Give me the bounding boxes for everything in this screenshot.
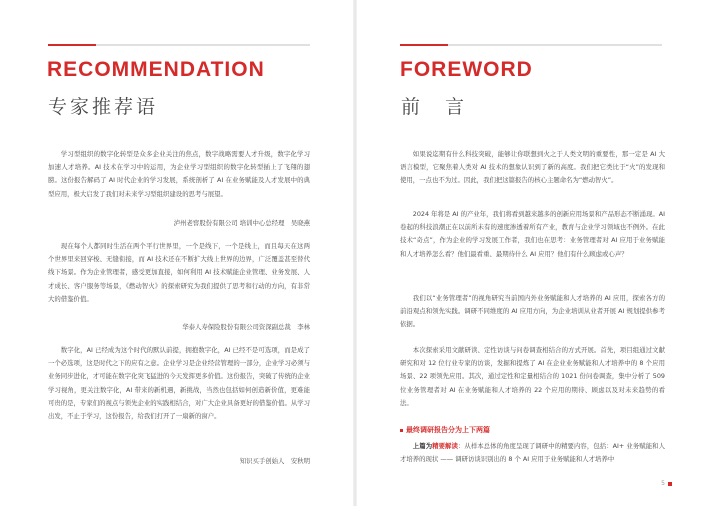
foreword-paragraph-5 <box>400 440 665 466</box>
right-page <box>355 0 710 506</box>
part-one-highlight: 精要解读 <box>432 442 458 450</box>
recommendation-signature-3: 知识买手创始人 安秋明 <box>239 457 310 465</box>
part-one-lead: 上篇为 <box>412 442 433 450</box>
section-heading-text: 最终调研报告分为上下两篇 <box>406 426 490 434</box>
page-number-dot <box>668 482 672 486</box>
recommendation-paragraph-2: 现在每个人都同时生活在两个平行世界里，一个是线下，一个是线上，而且每天在这两个世界里来回穿梭、无缝衔接，而 AI 技术还在不断扩大线上世界的边界，广泛覆盖甚至替代线下场景。作为企业管理者，感受更加直接，如何利用 AI 技术赋能企业管理、业务发展、人才成长、客户服务等场景，《燃动智火》的探索研究为我们提供了思考和行动的方向，有非常大的借鉴价值。 <box>48 242 310 303</box>
left-header-accent <box>48 44 96 46</box>
recommendation-signature-2: 华泰人寿保险股份有限公司资深副总裁 李林 <box>182 323 310 331</box>
section-heading <box>400 425 490 435</box>
foreword-paragraph-3: 我们以“业务管理者”的视角研究当前国内外业务赋能和人才培养的 AI 应用，探索各方的前沿观点和领先实践。调研不同维度的 AI 应用方向，为企业培训从业者开展 AI 规划提供参考依据。 <box>400 294 665 329</box>
foreword-paragraph-1: 如果说迄期有什么科技突破，能够让你联想到火之于人类文明的重要性，那一定是 AI 大语言模型，它聚焦着人类对 AI 技术的想象认识到了新的高度。我们把它类比于“火”的发现和使用，一点也不为过。因此，我们把这篇报告的核心主题命名为“燃动智火”。 <box>400 150 665 185</box>
foreword-title: FOREWORD <box>400 58 533 81</box>
recommendation-signature-1: 泸州老窖股份有限公司 培训中心总经理 吴晓燕 <box>173 219 310 227</box>
right-header-accent <box>400 44 448 46</box>
part-one-text: ：从样本总体的角度呈现了调研中的精要内容，包括：AI+ 业务赋能和人才培养的现状 —— 调研访谈识别出的 8 个 AI 应用于业务赋能和人才培养中 <box>400 442 665 464</box>
page-number <box>661 480 672 487</box>
page-number-text: 5 <box>661 480 665 487</box>
section-heading-marker <box>400 429 403 432</box>
right-header-rule <box>400 44 662 46</box>
recommendation-paragraph-3: 数字化，AI 已经成为这个时代的默认前提，拥抱数字化，AI 已经不是可选项，而是成了一个必选项，这是时代之下的应有之意。企业学习是企业经营管理的一部分，企业学习必须与业务同步进化，才可能在数字化突飞猛进的今天发挥更多价值。这份报告，突破了传统的企业学习视角，更关注数字化，AI 带来的新机遇，新挑战，当然也包括如何创造新价值，更难能可贵的是，专家们的视点与领先企业的实践相结合，对广大企业具备更好的借鉴价值。从学习出发，不止于学习，这份报告，给我们打开了一扇新的窗户。 <box>48 346 311 421</box>
left-header-rule <box>48 44 310 46</box>
foreword-paragraph-4: 本次探索采用文献研读、定性访谈与问卷调查相结合的方式开展。首先，项目组通过文献研究和对 12 位行业专家的访谈，发掘和提炼了 AI 在企业业务赋能和人才培养中的 8 个应用场景、22 项领先应用。其次，通过定性和定量相结合的 1021 份问卷调查，集中分析了 509 位业务管理者对 AI 在业务赋能和人才培养的 22 个应用的期待、顾虑以及对未来趋势的看法。 <box>400 346 665 407</box>
recommendation-paragraph-1: 学习型组织的数字化转型是众多企业关注的焦点，数字战略需要人才升级，数字化学习加速人才培养。AI 技术在学习中的运用，为企业学习型组织的数字化转型插上了飞翔的翅膀。这份报告解码了 AI 时代企业的学习发展，系统剖析了 AI 在业务赋能及人才发展中的典型应用，极大启发了我们对未来学习型组织建设的思考与展望。 <box>48 150 310 198</box>
foreword-paragraph-2: 2024 年将是 AI 的产业年，我们将看到越来越多的创新应用场景和产品形态不断涌现。AI 卷起的科技浪潮正在以前所未有的速度渗透着所有产业，教育与企业学习领域也不例外。在此技术“奇点”，作为企业的学习发展工作者，我们也在思考：业务管理者对 AI 应用于业务赋能和人才培养怎么看？他们最看重、最期待什么 AI 应用？他们有什么顾虑或心声？ <box>400 210 665 258</box>
recommendation-title-zh: 专家推荐语 <box>48 96 159 118</box>
recommendation-title: RECOMMENDATION <box>47 58 265 81</box>
foreword-title-zh: 前 言 <box>401 96 468 118</box>
